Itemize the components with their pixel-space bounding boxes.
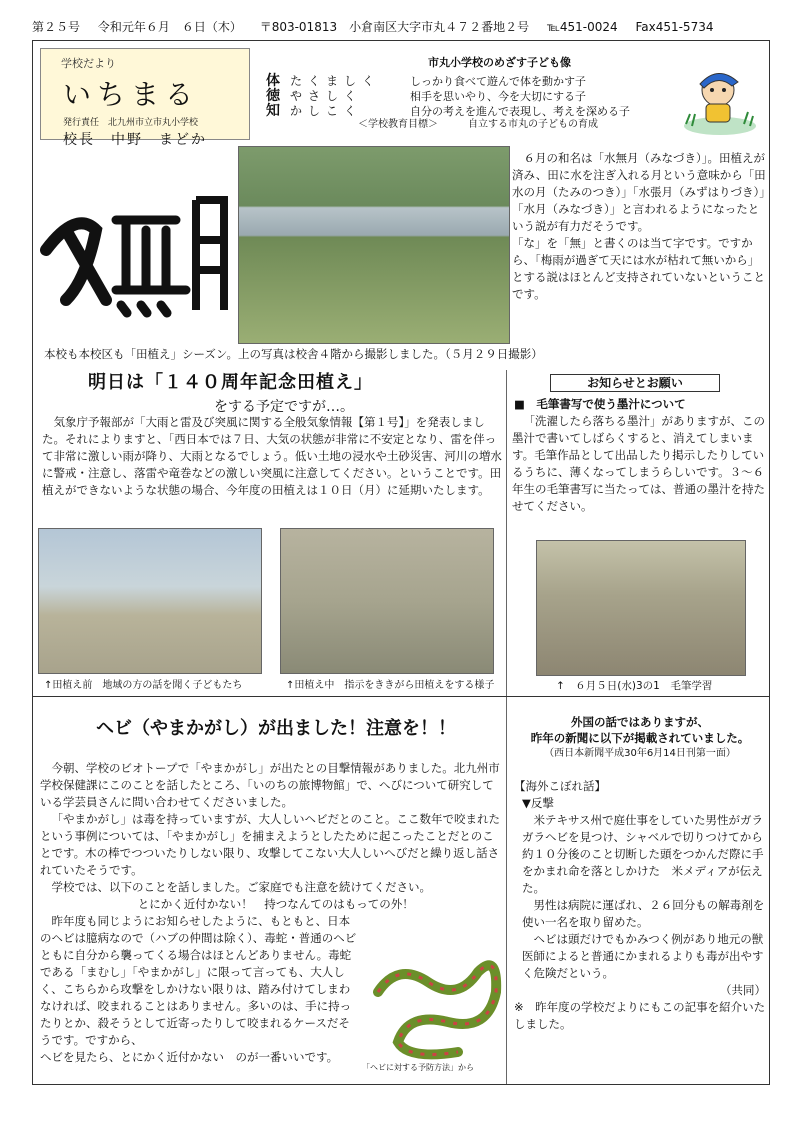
goals-title: 市丸小学校のめざす子ども像 [428,56,571,69]
publisher: 発行責任 北九州市立市丸小学校 [63,118,199,128]
photo-caption-during: ↑田植え中 指示をききがら田植えをする様子 [286,680,495,691]
photo-caption-before: ↑田植え前 地域の方の話を聞く子どもたち [44,680,243,691]
notice-body: 「洗濯したら落ちる墨汁」がありますが、この墨汁で書いてしばらくすると、消えてしまいます。毛筆作品として出品したり掲示したりしているうちに、薄くなってしまうらしいです。３～６年生の毛筆書写に当たっては、普通の墨汁を持たせてください。 [512,414,765,513]
goal-row: 知 かしこく 自分の考えを進んで表現し、考えを深める子 [266,103,630,119]
newsletter-title: いちまる [63,78,200,111]
newsletter-title-box [40,48,250,148]
notice-subtitle: ■ 毛筆書写で使う墨汁について [514,397,686,411]
column-divider [506,370,507,700]
school-address: 〒803-01813 小倉南区大字市丸４７２番地２号 [259,20,530,34]
school-tel: ℡451-0024 [546,20,618,34]
snake-warning-headline: ヘビ（やまかがし）が出ました！注意を！！ [96,718,456,739]
goals-footer: ＜学校教育目標＞ 自立する市丸の子どもの育成 [358,119,598,130]
calligraphy-class-photo [536,540,746,676]
photo-caption: 本校も本校区も「田植え」シーズン。上の写真は校舎４階から撮影しました。（５月２９日撮影） [44,347,543,361]
rice-field-photo [238,146,510,344]
rice-planting-subhead: をする予定ですが…。 [214,399,354,415]
goal-row: 体 たくましく しっかり食べて遊んで体を動かす子 [266,73,586,89]
section-divider [32,696,770,697]
notice-header: お知らせとお願い [550,374,720,392]
principal: 校長 中野 まどか [63,132,207,148]
school-fax: Fax451-5734 [635,20,714,34]
foreign-news-body: 【海外こぼれ話】 ▼反撃 米テキサス州で庭仕事をしていた男性がガラガラヘビを見つけ、シャベルで切りつけてから約１０分後のこと切断した頭をつかんだ際に手をかまれ命を落としかけた 米メディアが伝えた。 男性は病院に運ばれ、２６回分もの解毒剤を使い一名を取り留めた。 ヘビは頭だけでもかみつく例があり地元の獣医師によると普通にかまれるよりも毒が出やすく危険だという。 （共同） ※ 昨年度の学校だよりにもこの記事を紹介いたしました。 [514,779,766,1031]
minazuki-intro: ６月の和名は「水無月（みなづき）」。田植えが済み、田に水を注ぎ入れる月という意味から「田水の月（たみのつき）」「水張月（みずはりづき）」「水月（みなづき）」と言われるようになったという説が有力だそうです。 「な」を「無」と書くのは当て字です。ですから、「梅雨が過ぎて天には水が枯れて無いから」とする説はほとんど支持されていないということです。 [512,151,766,301]
rice-planting-headline: 明日は「１４０周年記念田植え」 [88,372,373,393]
column-divider [506,698,507,1084]
snake-image-caption: 「ヘビに対する予防方法」から [362,1063,474,1072]
issue-number: 第２５号 [32,20,81,34]
rice-planting-body: 気象庁予報部が「大雨と雷及び突風に関する全般気象情報【第１号】」を発表しました。それによりますと、「西日本では７日、大気の状態が非常に不安定となり、雷を伴って非常に激しい雨が降り、大雨となるでしょう。低い土地の浸水や土砂災害、河川の増水に警戒・注意し、落雷や竜巻などの激しい突風に注意してください。ということです。田植えができないような状態の場合、今年度の田植えは１０日（月）に延期いたします。 [42,415,502,497]
child-illustration [680,60,760,136]
title-small: 学校だより [61,57,116,70]
calligraphy-photo-caption: ↑ ６月５日(水)3の1 毛筆学習 [556,680,713,692]
goal-row: 徳 やさしく 相手を思いやり、今を大切にする子 [266,88,586,104]
newsletter-header [32,18,772,35]
snake-warning-body: 今朝、学校のビオトープで「やまかがし」が出たとの目撃情報がありました。北九州市学校保健課にこのことを話したところ、「いのちの旅博物館」で、へびについて研究している学芸員さんに問い合わせてくださいました。 「やまかがし」は毒を持っていますが、大人しいヘビだとのこと。ここ数年で咬まれたという事例については、「やまかがし」を捕まえようとしたために起こったことだとのことです。木の棒でつついたりしない限り、攻撃してこない大人しいへびだと繰り返し話されていたそうです。 学校では、以下のことを話しました。ご家庭でも注意を続けてください。 とにかく近付かない！ 持つなんてのはもっての外！ 昨年度も同じようにお知らせしたように、もともと、日本のヘビは臆病なので（ハブの仲間は除く）、毒蛇・普通のヘビともに自分から襲ってくる場合はほとんどありません。毒蛇である「まむし」「やまかがし」に限って言っても、大人しく、こちらから攻撃をしかけない限りは、踏み付けてしまわなければ、咬まれることはありません。多いのは、手に持ったりとか、殺そうとして近寄ったりして咬まれるケースだそうです。ですから、 ヘビを見たら、とにかく近付かない のが一番いいです。 [40,761,500,1064]
children-listening-photo [38,528,262,674]
issue-date: 令和元年６月 ６日（木） [97,20,242,34]
rice-planting-photo [280,528,494,674]
snake-illustration [368,952,506,1064]
minazuki-calligraphy-image [36,170,232,320]
foreign-news-heading: 外国の話ではありますが、 昨年の新聞に以下が掲載されていました。 （西日本新聞平成30年6月14日刊第一面） [530,715,750,759]
